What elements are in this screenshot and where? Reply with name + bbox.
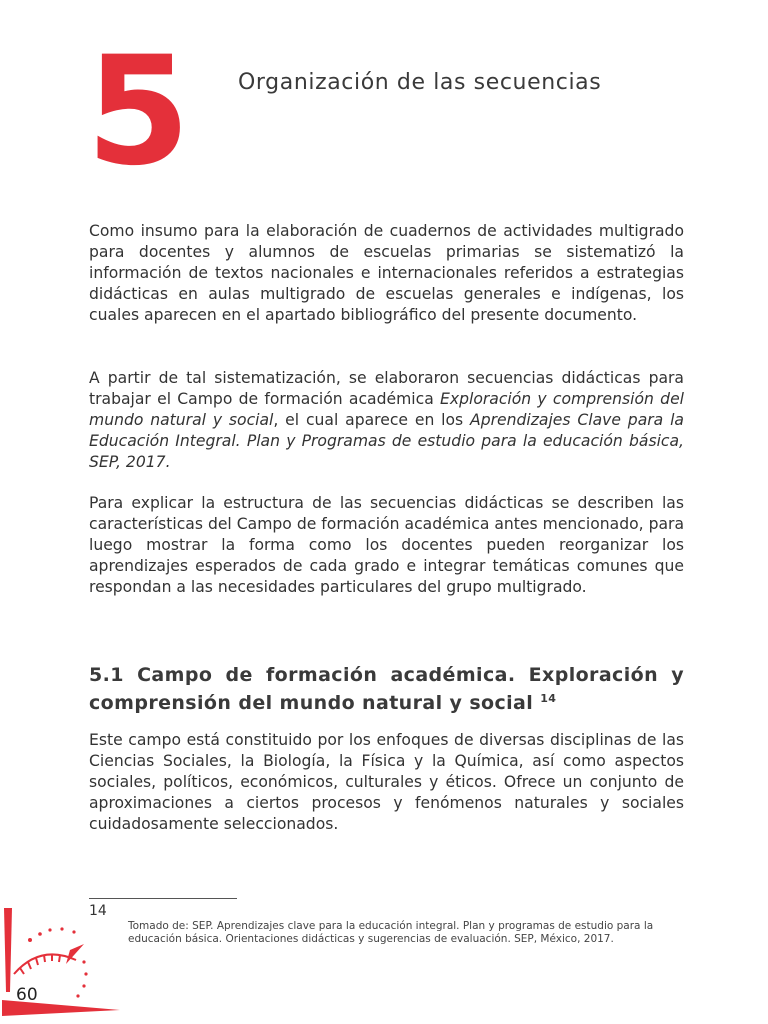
paragraph-sequences-text-a: A partir de tal sistematización, se elaboraron secuencias didácticas para trabajar el Campo de formación académica [89, 369, 684, 408]
section-heading [89, 663, 684, 715]
paragraph-intro: Como insumo para la elaboración de cuadernos de actividades multigrado para docentes y alumnos de escuelas primarias se sistematizó la información de textos nacionales e internacionales referidos a estrategias didácticas en aulas multigrado de escuelas generales e indígenas, los cuales aparecen en el apartado bibliográfico del presente documento. [89, 222, 684, 324]
chapter-number: 5 [86, 25, 187, 199]
field-name-italic: Exploración y comprensión del mundo natural y social [89, 390, 684, 429]
footnote-number: 14 [89, 903, 107, 919]
paragraph-sequences [89, 368, 684, 473]
paragraph-structure: Para explicar la estructura de las secuencias didácticas se describen las características del Campo de formación académica antes mencionado, para luego mostrar la forma como los docentes pueden reorganizar los aprendizajes esperados de cada grado e integrar temáticas comunes que respondan a las necesidades particulares del grupo multigrado. [89, 494, 684, 596]
paragraph-field-description: Este campo está constituido por los enfoques de diversas disciplinas de las Ciencias Sociales, la Biología, la Física y la Química, así como aspectos sociales, políticos, económicos, culturales y éticos. Ofrece un conjunto de aproximaciones a ciertos procesos y fenómenos naturales y sociales cuidadosamente seleccionados. [89, 731, 684, 833]
footnote-text: Tomado de: SEP. Aprendizajes clave para la educación integral. Plan y programas de estudio para la educación básica. Orientaciones didácticas y sugerencias de evaluación. SEP, México, 2017. [128, 920, 654, 945]
corner-compass-decoration [0, 900, 140, 1024]
page-number: 60 [16, 985, 38, 1005]
footnote-reference: 14 [540, 692, 557, 705]
source-title-italic: Aprendizajes Clave para la Educación Integral. Plan y Programas de estudio para la educación básica, SEP, 2017. [89, 411, 684, 471]
footnote-divider [89, 898, 237, 899]
section-heading-text: 5.1 Campo de formación académica. Exploración y comprensión del mundo natural y social [89, 664, 684, 714]
chapter-title: Organización de las secuencias [238, 70, 602, 95]
paragraph-sequences-text-c: , el cual aparece en los [273, 411, 471, 429]
